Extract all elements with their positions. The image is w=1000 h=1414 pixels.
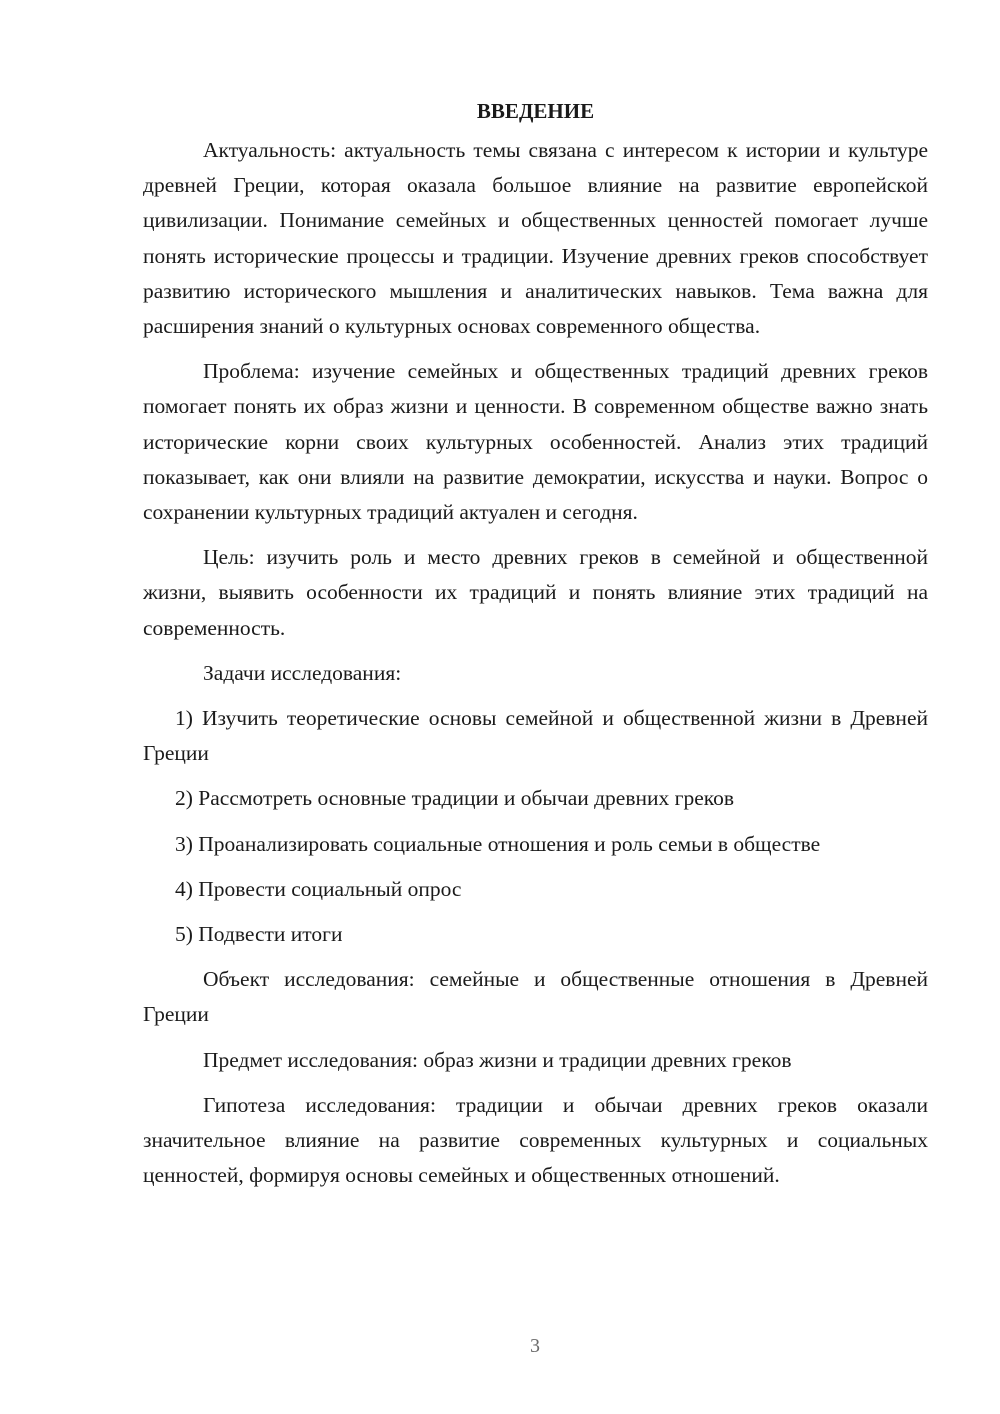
subject-paragraph: Предмет исследования: образ жизни и традиции древних греков	[203, 1047, 792, 1072]
goal-paragraph: Цель: изучить роль и место древних греков в семейной и общественной жизни, выявить особенности их традиций и понять влияние этих традиций на современность.	[143, 545, 928, 640]
list-item: 5) Подвести итоги	[175, 922, 343, 947]
relevance-paragraph: Актуальность: актуальность темы связана с интересом к истории и культуре древней Греции, которая оказала большое влияние на развитие европейской цивилизации. Понимание семейных и общественных ценностей помогает лучше понять исторические процессы и традиции. Изучение древних греков способствует развитию исторического мышления и аналитических навыков. Тема важна для расширения знаний о культурных основах современного общества.	[143, 138, 928, 339]
page-title: ВВЕДЕНИЕ	[476, 99, 595, 123]
list-item: 4) Провести социальный опрос	[175, 876, 462, 901]
document-page	[143, 96, 928, 1203]
list-item: 1) Изучить теоретические основы семейной и общественной жизни в Древней Греции	[143, 706, 928, 766]
object-paragraph: Объект исследования: семейные и общественные отношения в Древней Греции	[143, 967, 928, 1027]
page-number: 3	[530, 1335, 540, 1357]
hypothesis-paragraph: Гипотеза исследования: традиции и обычаи древних греков оказали значительное влияние на развитие современных культурных и социальных ценностей, формируя основы семейных и общественных отношений.	[143, 1092, 928, 1188]
tasks-list	[143, 701, 928, 952]
list-item: 2) Рассмотреть основные традиции и обычаи древних греков	[175, 786, 734, 811]
list-item: 3) Проанализировать социальные отношения и роль семьи в обществе	[175, 831, 821, 856]
tasks-heading: Задачи исследования:	[203, 660, 402, 685]
problem-paragraph: Проблема: изучение семейных и общественных традиций древних греков помогает понять их образ жизни и ценности. В современном обществе важно знать исторические корни своих культурных особенностей. Анализ этих традиций показывает, как они влияли на развитие демократии, искусства и науки. Вопрос о сохранении культурных традиций актуален и сегодня.	[143, 359, 928, 525]
